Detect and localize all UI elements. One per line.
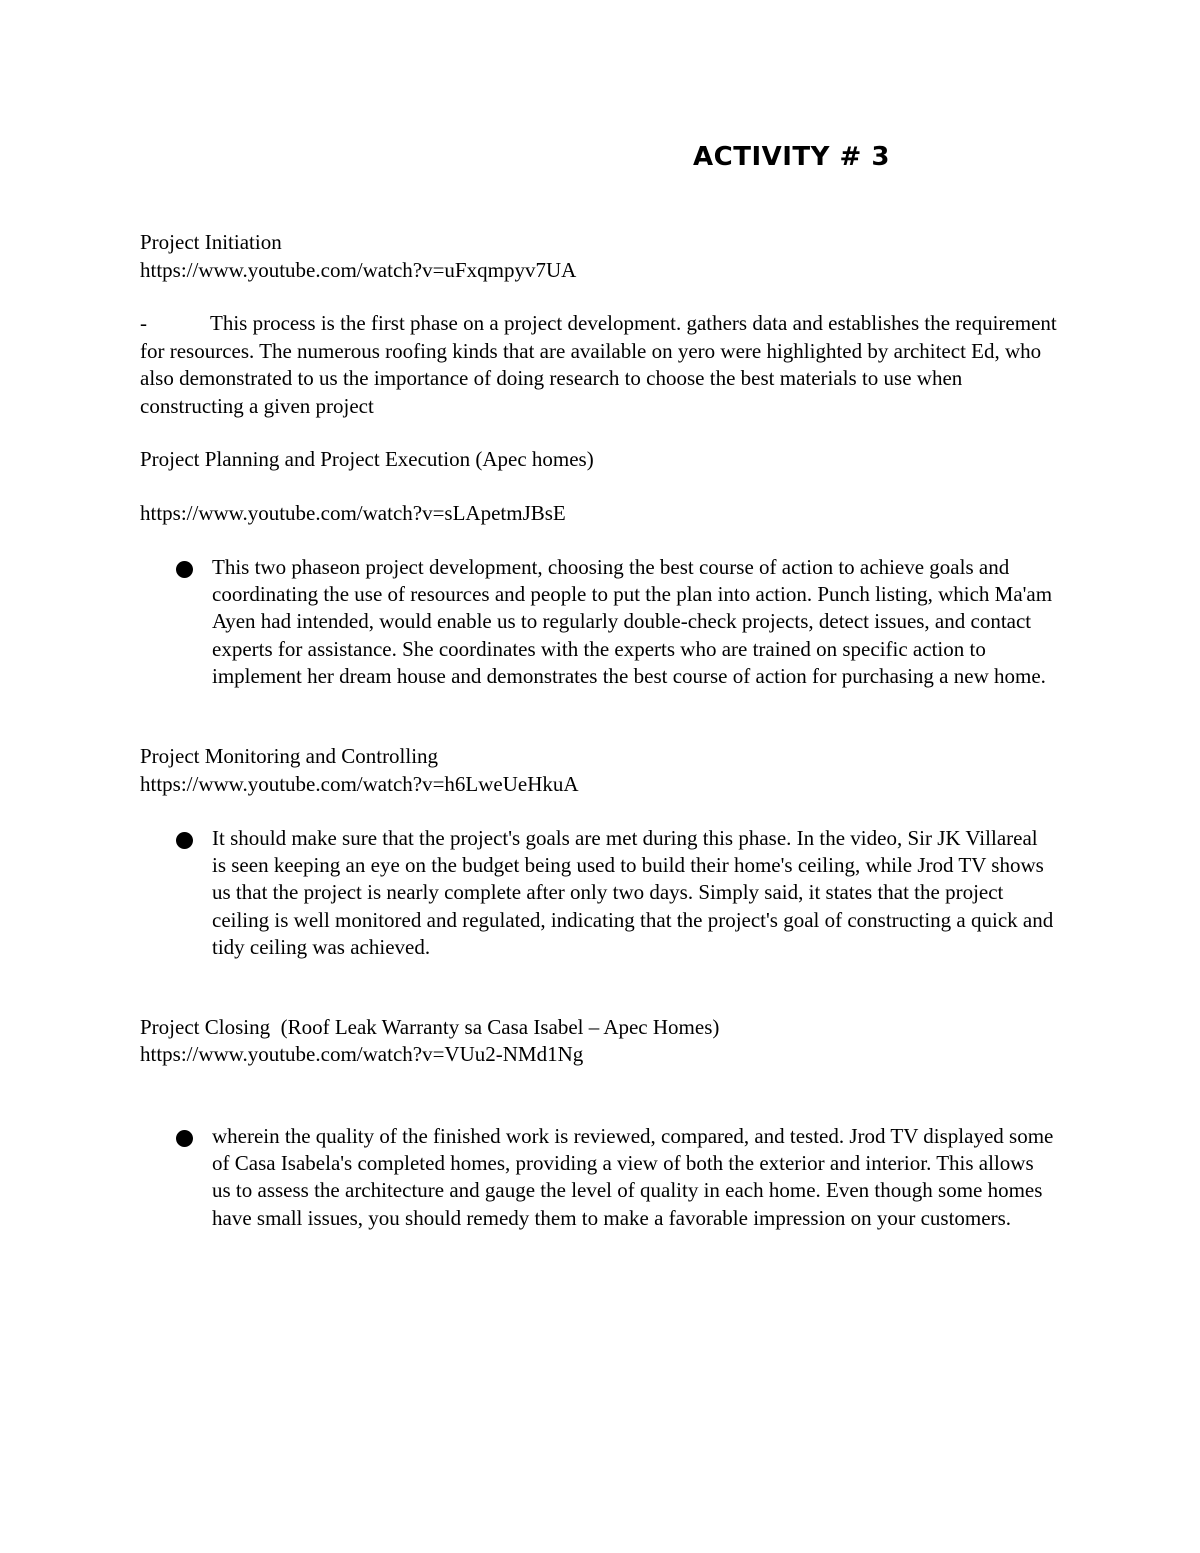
bullet-icon — [176, 1130, 193, 1147]
section-text-monitoring: It should make sure that the project's goals are met during this phase. In the video, Sir JK Villareal is seen keeping an eye on the budget being used to build their home's ceiling, while Jrod TV shows us that the project is nearly complete after only two days. Simply said, it states that the project ceiling is well monitored and regulated, indicating that the project's goal of constructing a quick and tidy ceiling was achieved. — [212, 826, 1054, 959]
section-text-closing: wherein the quality of the finished work is reviewed, compared, and tested. Jrod TV displayed some of Casa Isabela's completed homes, providing a view of both the exterior and interior. This allows us to assess the architecture and gauge the level of quality in each home. Even though some homes have small issues, you should remedy them to make a favorable impression on your customers. — [212, 1124, 1054, 1230]
section-body-initiation — [140, 310, 1060, 420]
section-link-monitoring: https://www.youtube.com/watch?v=h6LweUeHkuA — [140, 772, 579, 796]
document-title: ACTIVITY # 3 — [693, 142, 890, 172]
section-heading-monitoring: Project Monitoring and Controlling — [140, 744, 439, 768]
section-link-planning: https://www.youtube.com/watch?v=sLApetmJBsE — [140, 501, 566, 525]
section-heading-planning: Project Planning and Project Execution (Apec homes) — [140, 447, 594, 471]
section-text-planning: This two phaseon project development, choosing the best course of action to achieve goals and coordinating the use of resources and people to put the plan into action. Punch listing, which Ma'am Ayen had intended, would enable us to regularly double-check projects, detect issues, and contact experts for assistance. She coordinates with the experts who are trained on specific action to implement her dream house and demonstrates the best course of action for purchasing a new home. — [212, 555, 1053, 688]
section-body-closing — [176, 1123, 1056, 1232]
section-body-monitoring — [176, 825, 1056, 961]
section-heading-closing: Project Closing (Roof Leak Warranty sa Casa Isabel – Apec Homes) — [140, 1015, 720, 1039]
bullet-icon — [176, 832, 193, 849]
section-heading-initiation: Project Initiation — [140, 230, 282, 254]
section-body-planning — [176, 554, 1056, 690]
section-link-closing: https://www.youtube.com/watch?v=VUu2-NMd1Ng — [140, 1042, 584, 1066]
dash-marker: - — [140, 311, 147, 335]
bullet-icon — [176, 561, 193, 578]
section-text-initiation: This process is the first phase on a project development. gathers data and establishes the requirement for resources. The numerous roofing kinds that are available on yero were highlighted by architect Ed, who also demonstrated to us the importance of doing research to choose the best materials to use when constructing a given project — [140, 311, 1057, 418]
section-link-initiation: https://www.youtube.com/watch?v=uFxqmpyv7UA — [140, 258, 577, 282]
